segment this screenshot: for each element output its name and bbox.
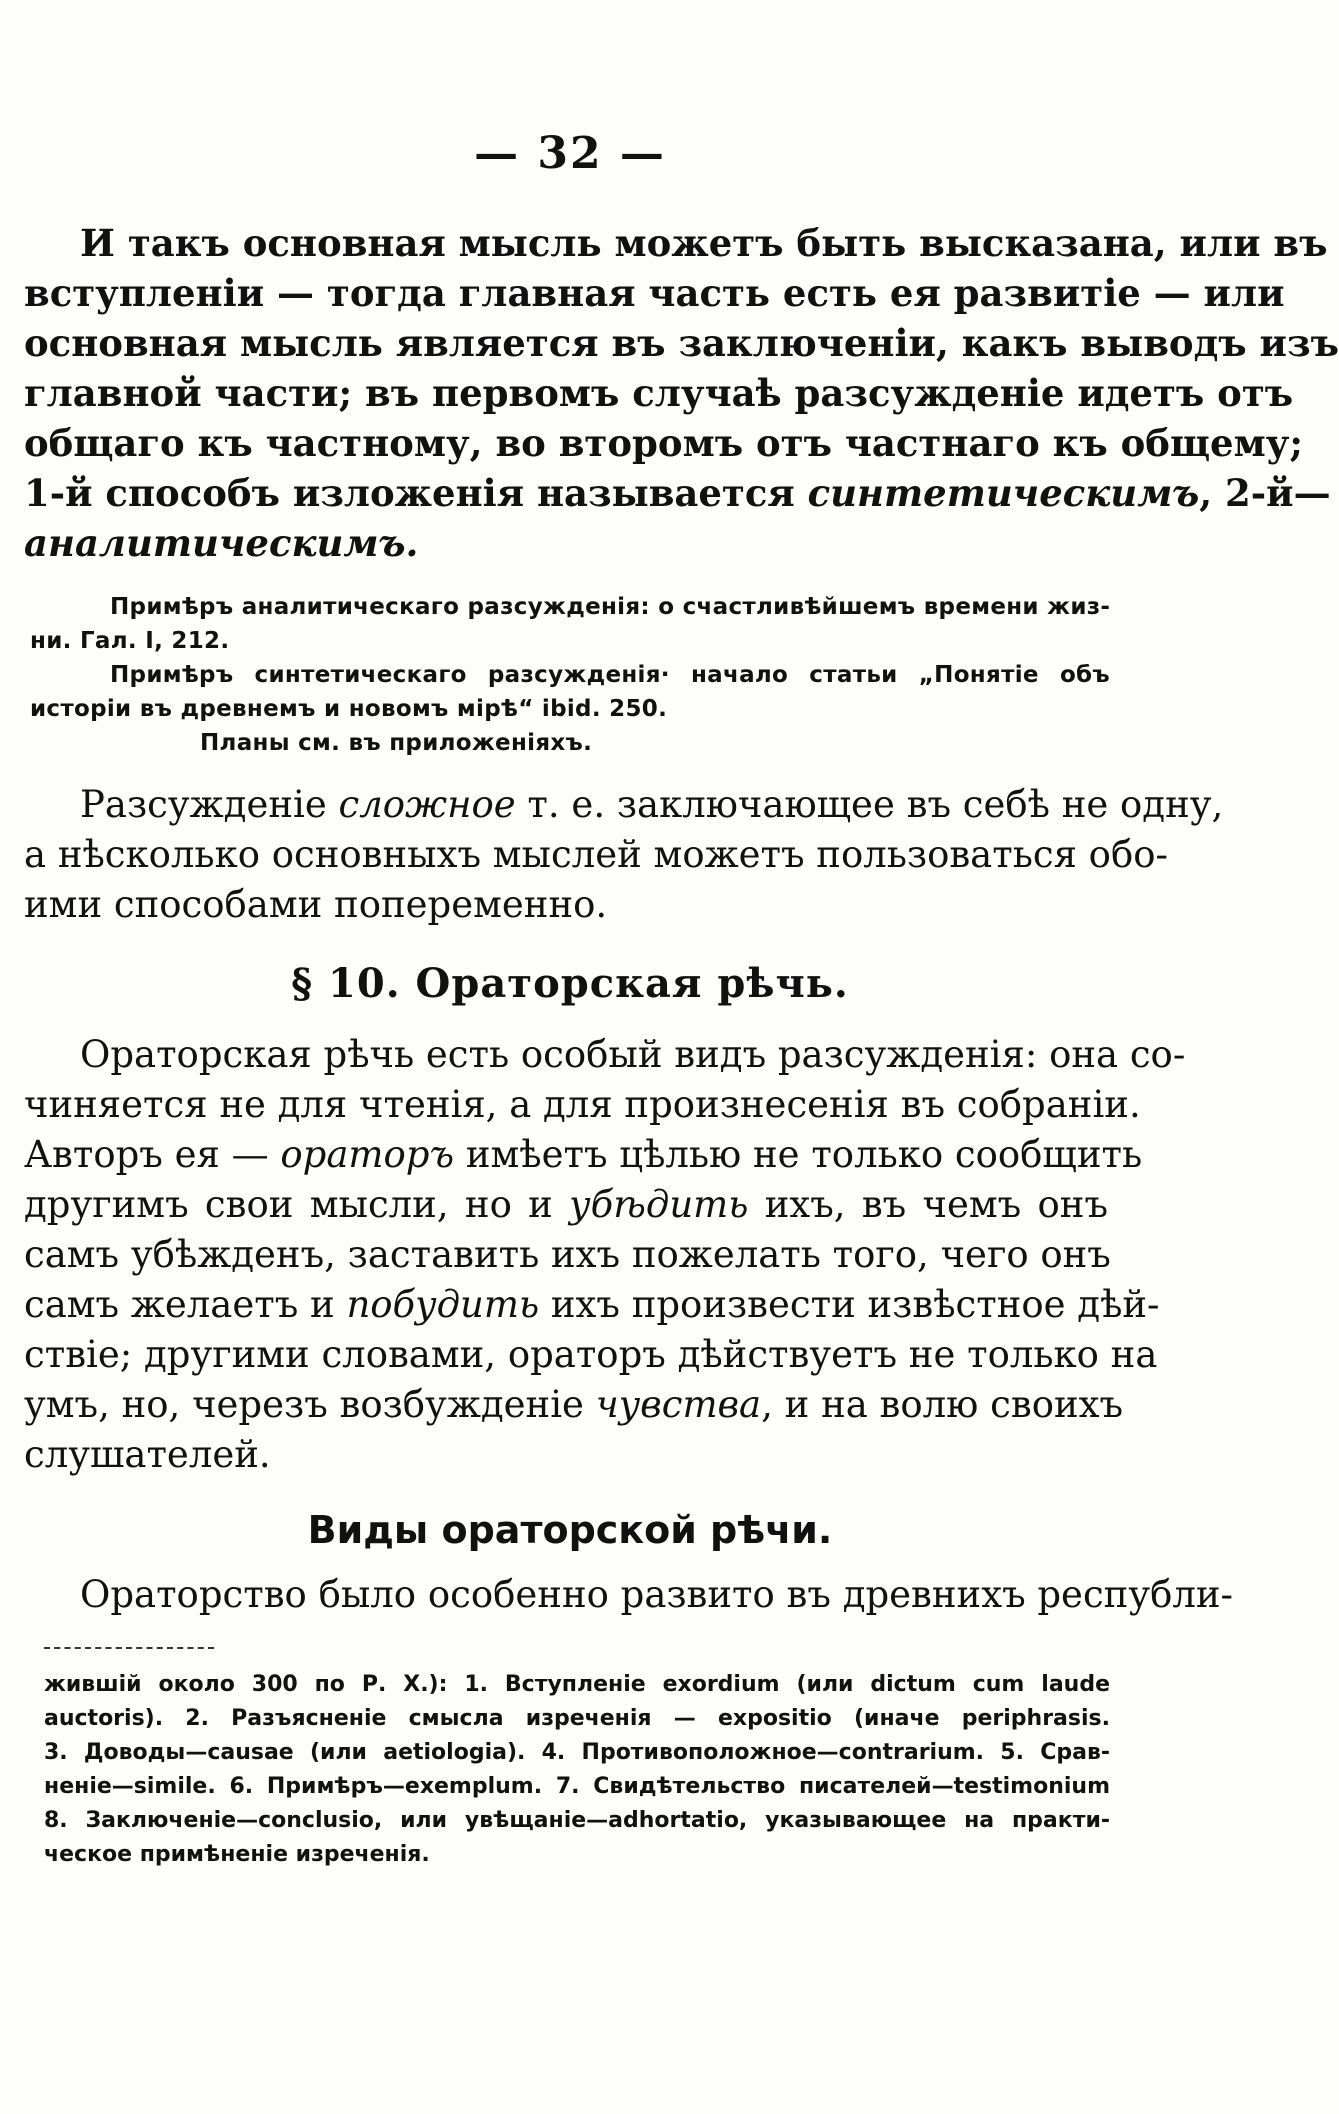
emphasis-term: чувства [595, 1383, 762, 1426]
text-run: , 2-й— [1199, 471, 1331, 515]
emphasis-term: убѣдить [569, 1183, 749, 1226]
text-run: имѣетъ цѣлью не только сообщить [454, 1133, 1143, 1176]
note-line: ни. Гал. I, 212. [30, 628, 230, 654]
emphasis-term: ораторъ [280, 1133, 455, 1176]
text-line: И такъ основная мысль можетъ быть высказана, или въ [80, 221, 1328, 265]
text-line: слушателей. [24, 1433, 271, 1476]
paragraph-oratory [24, 1030, 1186, 1480]
text-run: 1-й способъ изложенія называется [24, 471, 808, 515]
text-line: Ораторская рѣчь есть особый видъ разсужденія: она со- [80, 1033, 1186, 1076]
note-line: исторіи въ древнемъ и новомъ мірѣ“ ibid. 250. [30, 696, 668, 722]
section-heading: § 10. Ораторская рѣчь. [291, 960, 849, 1007]
footnote-line: 3. Доводы—causae (или aetiologia). 4. Противоположное—contrarium. 5. Срав- [44, 1740, 1110, 1765]
text-line: основная мысль является въ заключеніи, какъ выводъ изъ [24, 321, 1339, 365]
text-run: другимъ свои мысли, но и [24, 1183, 570, 1226]
footnote-line: ческое примѣненіе изреченія. [44, 1842, 430, 1867]
paragraph-complex-reasoning [24, 780, 1224, 930]
text-run: ихъ произвести извѣстное дѣй- [539, 1283, 1160, 1326]
text-line [24, 1380, 1124, 1430]
text-line [24, 1180, 1108, 1230]
subsection-heading: Виды ораторской рѣчи. [307, 1508, 833, 1552]
text-line [24, 468, 1331, 518]
text-run: ихъ, въ чемъ онъ [748, 1183, 1109, 1226]
emphasis-term: сложное [338, 783, 516, 826]
emphasis-term: синтетическимъ [807, 471, 1200, 515]
text-line: ствіе; другими словами, ораторъ дѣйствуетъ не только на [24, 1333, 1158, 1376]
text-line: Ораторство было особенно развито въ древнихъ республи- [80, 1573, 1234, 1616]
examples-notes [30, 590, 1111, 760]
text-run: самъ желаетъ и [24, 1283, 347, 1326]
text-run: умъ, но, черезъ возбужденіе [24, 1383, 596, 1426]
emphasis-term: побудить [346, 1283, 540, 1326]
text-run: т. е. заключающее въ себѣ не одну, [515, 783, 1224, 826]
text-run: Авторъ ея — [24, 1133, 281, 1176]
text-line [24, 518, 1108, 568]
note-line: Примѣръ аналитическаго разсужденія: о счастливѣйшемъ времени жиз- [110, 594, 1111, 620]
text-line [24, 1280, 1160, 1330]
text-run: , и на волю своихъ [761, 1383, 1124, 1426]
text-line: чиняется не для чтенія, а для произнесенія въ собраніи. [24, 1083, 1141, 1126]
footnote-line: неніе—simile. 6. Примѣръ—exemplum. 7. Свидѣтельство писателей—testimonium [44, 1774, 1110, 1799]
paragraph-oratory-history [24, 1570, 1234, 1620]
text-line: самъ убѣжденъ, заставить ихъ пожелать того, чего онъ [24, 1233, 1111, 1276]
text-line: а нѣсколько основныхъ мыслей можетъ пользоваться обо- [24, 833, 1169, 876]
text-line: вступленіи — тогда главная часть есть ея развитіе — или [24, 271, 1285, 315]
text-line: общаго къ частному, во второмъ отъ частнаго къ общему; [24, 421, 1304, 465]
note-line: Примѣръ синтетическаго разсужденія· начало статьи „Понятіе объ [110, 662, 1110, 688]
footnote-line: жившій около 300 по Р. Х.): 1. Вступленіе exordium (или dictum cum laude [44, 1672, 1110, 1697]
footnote-divider [44, 1647, 214, 1649]
text-line [24, 780, 1224, 830]
emphasis-term: аналитическимъ. [24, 521, 419, 565]
text-line: главной части; въ первомъ случаѣ разсужденіе идетъ отъ [24, 371, 1294, 415]
text-run: Разсужденіе [80, 783, 339, 826]
paragraph-main-idea [24, 218, 1339, 568]
note-line: Планы см. въ приложеніяхъ. [200, 730, 593, 756]
footnote [44, 1668, 1110, 1872]
text-line [24, 1130, 1143, 1180]
text-line: ими способами попеременно. [24, 883, 608, 926]
footnote-line: 8. Заключеніе—conclusio, или увѣщаніе—adhortatio, указывающее на практи- [44, 1808, 1110, 1833]
page-number: — 32 — [474, 128, 666, 179]
footnote-line: auctoris). 2. Разъясненіе смысла изреченія — expositio (иначе periphrasis. [44, 1706, 1110, 1731]
